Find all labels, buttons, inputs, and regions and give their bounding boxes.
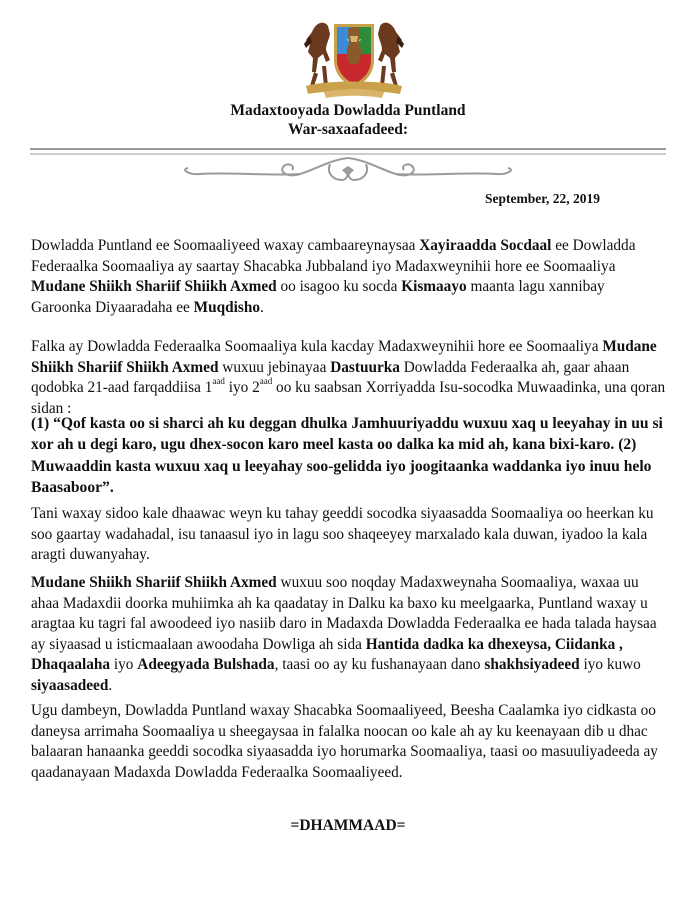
p1-text-4: maanta lagu xannibay Garoonka Diyaaradaha ee <box>31 278 605 316</box>
p5-text-4: iyo kuwo <box>579 656 641 674</box>
p1-text-2: ee Dowladda Federaalka Soomaaliya ay saartay Shacabka Jubbaland iyo Madaxweynihii hore ee Soomaaliya <box>31 237 636 275</box>
p1-bold-name: Mudane Shiikh Shariif Shiikh Axmed <box>31 278 277 296</box>
p1-text-5: . <box>259 298 264 316</box>
coat-of-arms-emblem <box>296 14 412 100</box>
p5-bold-name: Mudane Shiikh Shariif Shiikh Axmed <box>31 574 277 591</box>
p2-superscript-2: aad <box>259 376 273 387</box>
paragraph-5 <box>31 573 667 697</box>
document-type-title: War-saxaafadeed: <box>288 121 408 138</box>
p5-bold-personal: shakhsiyadeed <box>484 656 580 674</box>
p5-text-2: iyo <box>110 656 138 674</box>
p2-text-2: wuxuu jebinayaa <box>218 358 331 376</box>
p1-text-3: oo isagoo ku socda <box>276 278 402 296</box>
p1-text-1: Dowladda Puntland ee Soomaaliyeed waxay cambaareynaysaa <box>31 237 420 254</box>
p2-text-5: oo ku saabsan Xorriyadda Isu-socodka Muwaadinka, una qoran sidan : <box>31 379 666 417</box>
paragraph-4: Tani waxay sidoo kale dhaawac weyn ku tahay geeddi socodka siyaasadda Soomaaliya oo heerkan ku soo gaartay wadahadal, isu tanaasul iyo in lagu soo shaqeeyey marxalado kala duwan, iyadoo la kala aragti duwanyahay. <box>31 505 654 564</box>
p5-bold-resources: Hantida dadka ka dhexeysa, Ciidanka , Dhaqaalaha <box>31 635 623 674</box>
p5-bold-social-services: Adeegyada Bulshada <box>137 656 275 674</box>
p1-bold-muqdisho: Muqdisho <box>193 298 260 316</box>
paragraph-2 <box>31 337 667 419</box>
p1-bold-kismaayo: Kismaayo <box>401 278 467 296</box>
p2-bold-constitution: Dastuurka <box>330 358 400 376</box>
ornamental-divider <box>30 140 666 190</box>
p2-bold-name: Mudane Shiikh Shariif Shiikh Axmed <box>31 338 657 376</box>
p2-text-4: iyo 2 <box>224 379 260 397</box>
paragraph-6: Ugu dambeyn, Dowladda Puntland waxay Shacabka Soomaaliyeed, Beesha Caalamka iyo cidkasta oo daneysa arrimaha Soomaaliya u sheegaysaa in falalka noocan oo kale ah ay ku keenayaan dib u dhac balaaran hanaanka geeddi socodka siyaasadda iyo horumarka Soomaaliya, taasi oo masuuliyadeeda ay qaadanayaan Madaxda Dowladda Federaalka Soomaaliyeed. <box>31 702 658 781</box>
p2-text-3: Dowladda Federaalka ah, gaar ahaan qodobka 21-aad farqaddiisa 1 <box>31 358 630 397</box>
issuer-title: Madaxtooyada Dowladda Puntland <box>230 102 466 119</box>
p5-bold-political: siyaasadeed <box>31 676 109 694</box>
p5-text-3: , taasi oo ay ku fushanayaan dano <box>274 656 485 674</box>
closing-mark: =DHAMMAAD= <box>290 817 406 834</box>
p2-text-1: Falka ay Dowladda Federaalka Soomaaliya kula kacday Madaxweynihii hore ee Soomaaliya <box>31 338 603 355</box>
p2-superscript-1: aad <box>212 376 225 387</box>
p5-text-1: wuxuu soo noqday Madaxweynaha Soomaaliya, waxaa uu ahaa Madaxdii doorka muhiimka ah ka qaadatay in Dalku ka baxo ku meelgaarka, Puntland waxay u aragtaa ku tagri fal awoodeed iyo nasiib daro in Madaxda Dowladda Federaalka ee hada talada haysaa ay siyaasad u isticmaalaan awoodaha Dowliga ah sida <box>31 574 657 653</box>
release-date: September, 22, 2019 <box>485 191 600 206</box>
p5-text-5: . <box>108 676 113 694</box>
p1-bold-travel-ban: Xayiraadda Socdaal <box>419 237 552 254</box>
constitution-quote: (1) “Qof kasta oo si sharci ah ku deggan dhulka Jamhuuriyaddu wuxuu xaq u leeyahay in uu si xor ah u degi karo, ugu dhex-socon karo meel kasta oo dalka ka mid ah, kana bixi-karo. (2) Muwaaddin kasta wuxuu xaq u leeyahay soo-gelidda iyo joogitaanka waddanka iyo inuu helo Baasaboor”. <box>31 415 663 497</box>
paragraph-1 <box>31 236 667 318</box>
